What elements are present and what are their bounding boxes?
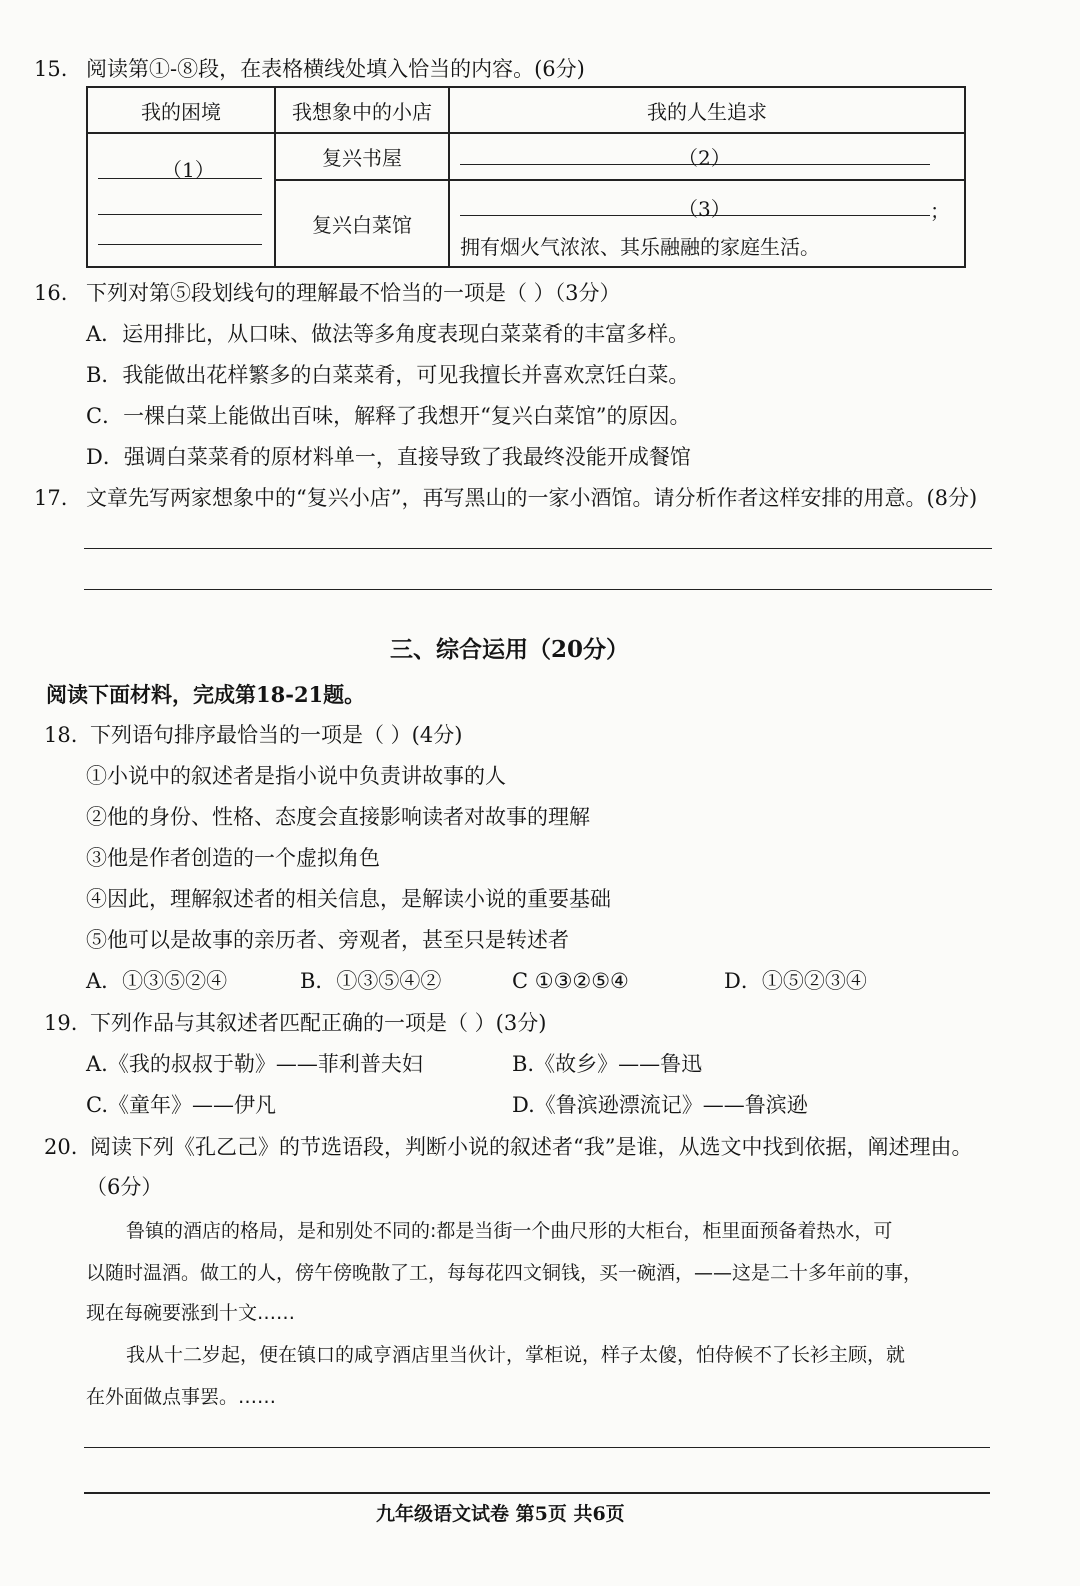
q16-number: 16. [34,281,68,305]
q15-shop-bookstore: 复兴书屋 [275,133,449,180]
q15-pursuit-text: 拥有烟火气浓浓、其乐融融的家庭生活。 [460,235,820,260]
q20-passage-line-1: 鲁镇的酒店的格局，是和别处不同的:都是当街一个曲尺形的大柜台，柜里面预备着热水，可 [126,1220,893,1242]
q15-number: 15. [34,57,68,81]
page-footer: 九年级语文试卷 第5页 共6页 [376,1503,625,1525]
q18-sentence-5: ⑤他可以是故事的亲历者、旁观者，甚至只是转述者 [86,928,569,952]
q20-prompt: 阅读下列《孔乙己》的节选语段，判断小说的叙述者“我”是谁，从选文中找到依据，阐述理由。 [90,1135,973,1159]
q16-option-a[interactable]: A．运用排比，从口味、做法等多角度表现白菜菜肴的丰富多样。 [86,322,690,346]
q19-option-b[interactable]: B.《故乡》——鲁迅 [512,1052,703,1076]
q15-semicolon: ； [930,199,950,224]
q18-option-b[interactable]: B．①③⑤④② [300,969,442,993]
q18-sentence-4: ④因此，理解叙述者的相关信息，是解读小说的重要基础 [86,887,611,911]
q19-option-c[interactable]: C.《童年》——伊凡 [86,1093,276,1117]
q15-header-dilemma: 我的困境 [87,87,275,133]
q20-passage-line-2: 以随时温酒。做工的人，傍午傍晚散了工，每每花四文铜钱，买一碗酒，——这是二十多年前的事， [86,1262,923,1284]
q18-option-a[interactable]: A．①③⑤②④ [86,969,228,993]
q15-prompt: 阅读第①-⑧段，在表格横线处填入恰当的内容。(6分) [86,57,585,81]
q20-passage-line-3: 现在每碗要涨到十文…… [86,1302,296,1324]
q15-pursuit-cell-2[interactable] [449,180,965,267]
q18-prompt: 下列语句排序最恰当的一项是（ ）(4分) [90,723,463,747]
q18-sentence-3: ③他是作者创造的一个虚拟角色 [86,846,380,870]
q16-option-d[interactable]: D．强调白菜菜肴的原材料单一，直接导致了我最终没能开成餐馆 [86,445,691,469]
q17-answer-line-1[interactable] [84,548,992,549]
q19-prompt: 下列作品与其叙述者匹配正确的一项是（ ）(3分) [90,1011,547,1035]
q15-header-pursuit: 我的人生追求 [449,87,965,133]
q17-prompt: 文章先写两家想象中的“复兴小店”，再写黑山的一家小酒馆。请分析作者这样安排的用意。(8分) [86,486,978,510]
section3-instruction: 阅读下面材料，完成第18-21题。 [46,682,366,707]
footer-divider [84,1492,990,1494]
q18-sentence-1: ①小说中的叙述者是指小说中负责讲故事的人 [86,764,506,788]
q15-blank3-label: （3） [678,197,731,222]
q19-number: 19. [44,1011,78,1035]
q19-option-a[interactable]: A.《我的叔叔于勒》——菲利普夫妇 [86,1052,423,1076]
q20-passage-line-4: 我从十二岁起，便在镇口的咸亨酒店里当伙计，掌柜说，样子太傻，怕侍候不了长衫主顾，就 [126,1344,906,1366]
q20-number: 20. [44,1135,78,1159]
q18-sentence-2: ②他的身份、性格、态度会直接影响读者对故事的理解 [86,805,590,829]
q17-number: 17. [34,486,68,510]
q20-score: （6分） [86,1175,163,1199]
q17-answer-line-2[interactable] [84,589,992,590]
q16-prompt: 下列对第⑤段划线句的理解最不恰当的一项是（ ）（3分） [86,281,621,305]
q15-blank2-label: （2） [678,146,731,171]
q19-option-d[interactable]: D.《鲁滨逊漂流记》——鲁滨逊 [512,1093,808,1117]
q16-option-c[interactable]: C．一棵白菜上能做出百味，解释了我想开“复兴白菜馆”的原因。 [86,404,691,428]
q15-pursuit-cell-1[interactable] [449,133,965,180]
q15-shop-cabbage: 复兴白菜馆 [275,180,449,267]
q16-option-b[interactable]: B．我能做出花样繁多的白菜菜肴，可见我擅长并喜欢烹饪白菜。 [86,363,690,387]
q15-dilemma-cell[interactable] [87,133,275,267]
q15-blank1-label: （1） [162,158,215,182]
q18-number: 18. [44,723,78,747]
q20-answer-line[interactable] [84,1447,990,1448]
q20-passage-line-5: 在外面做点事罢。…… [86,1386,277,1408]
section3-title: 三、综合运用（20分） [390,636,630,663]
q15-header-shop: 我想象中的小店 [275,87,449,133]
q15-table [86,86,966,268]
q18-option-d[interactable]: D．①⑤②③④ [724,969,867,993]
q18-option-c[interactable]: C ①③②⑤④ [512,969,629,993]
